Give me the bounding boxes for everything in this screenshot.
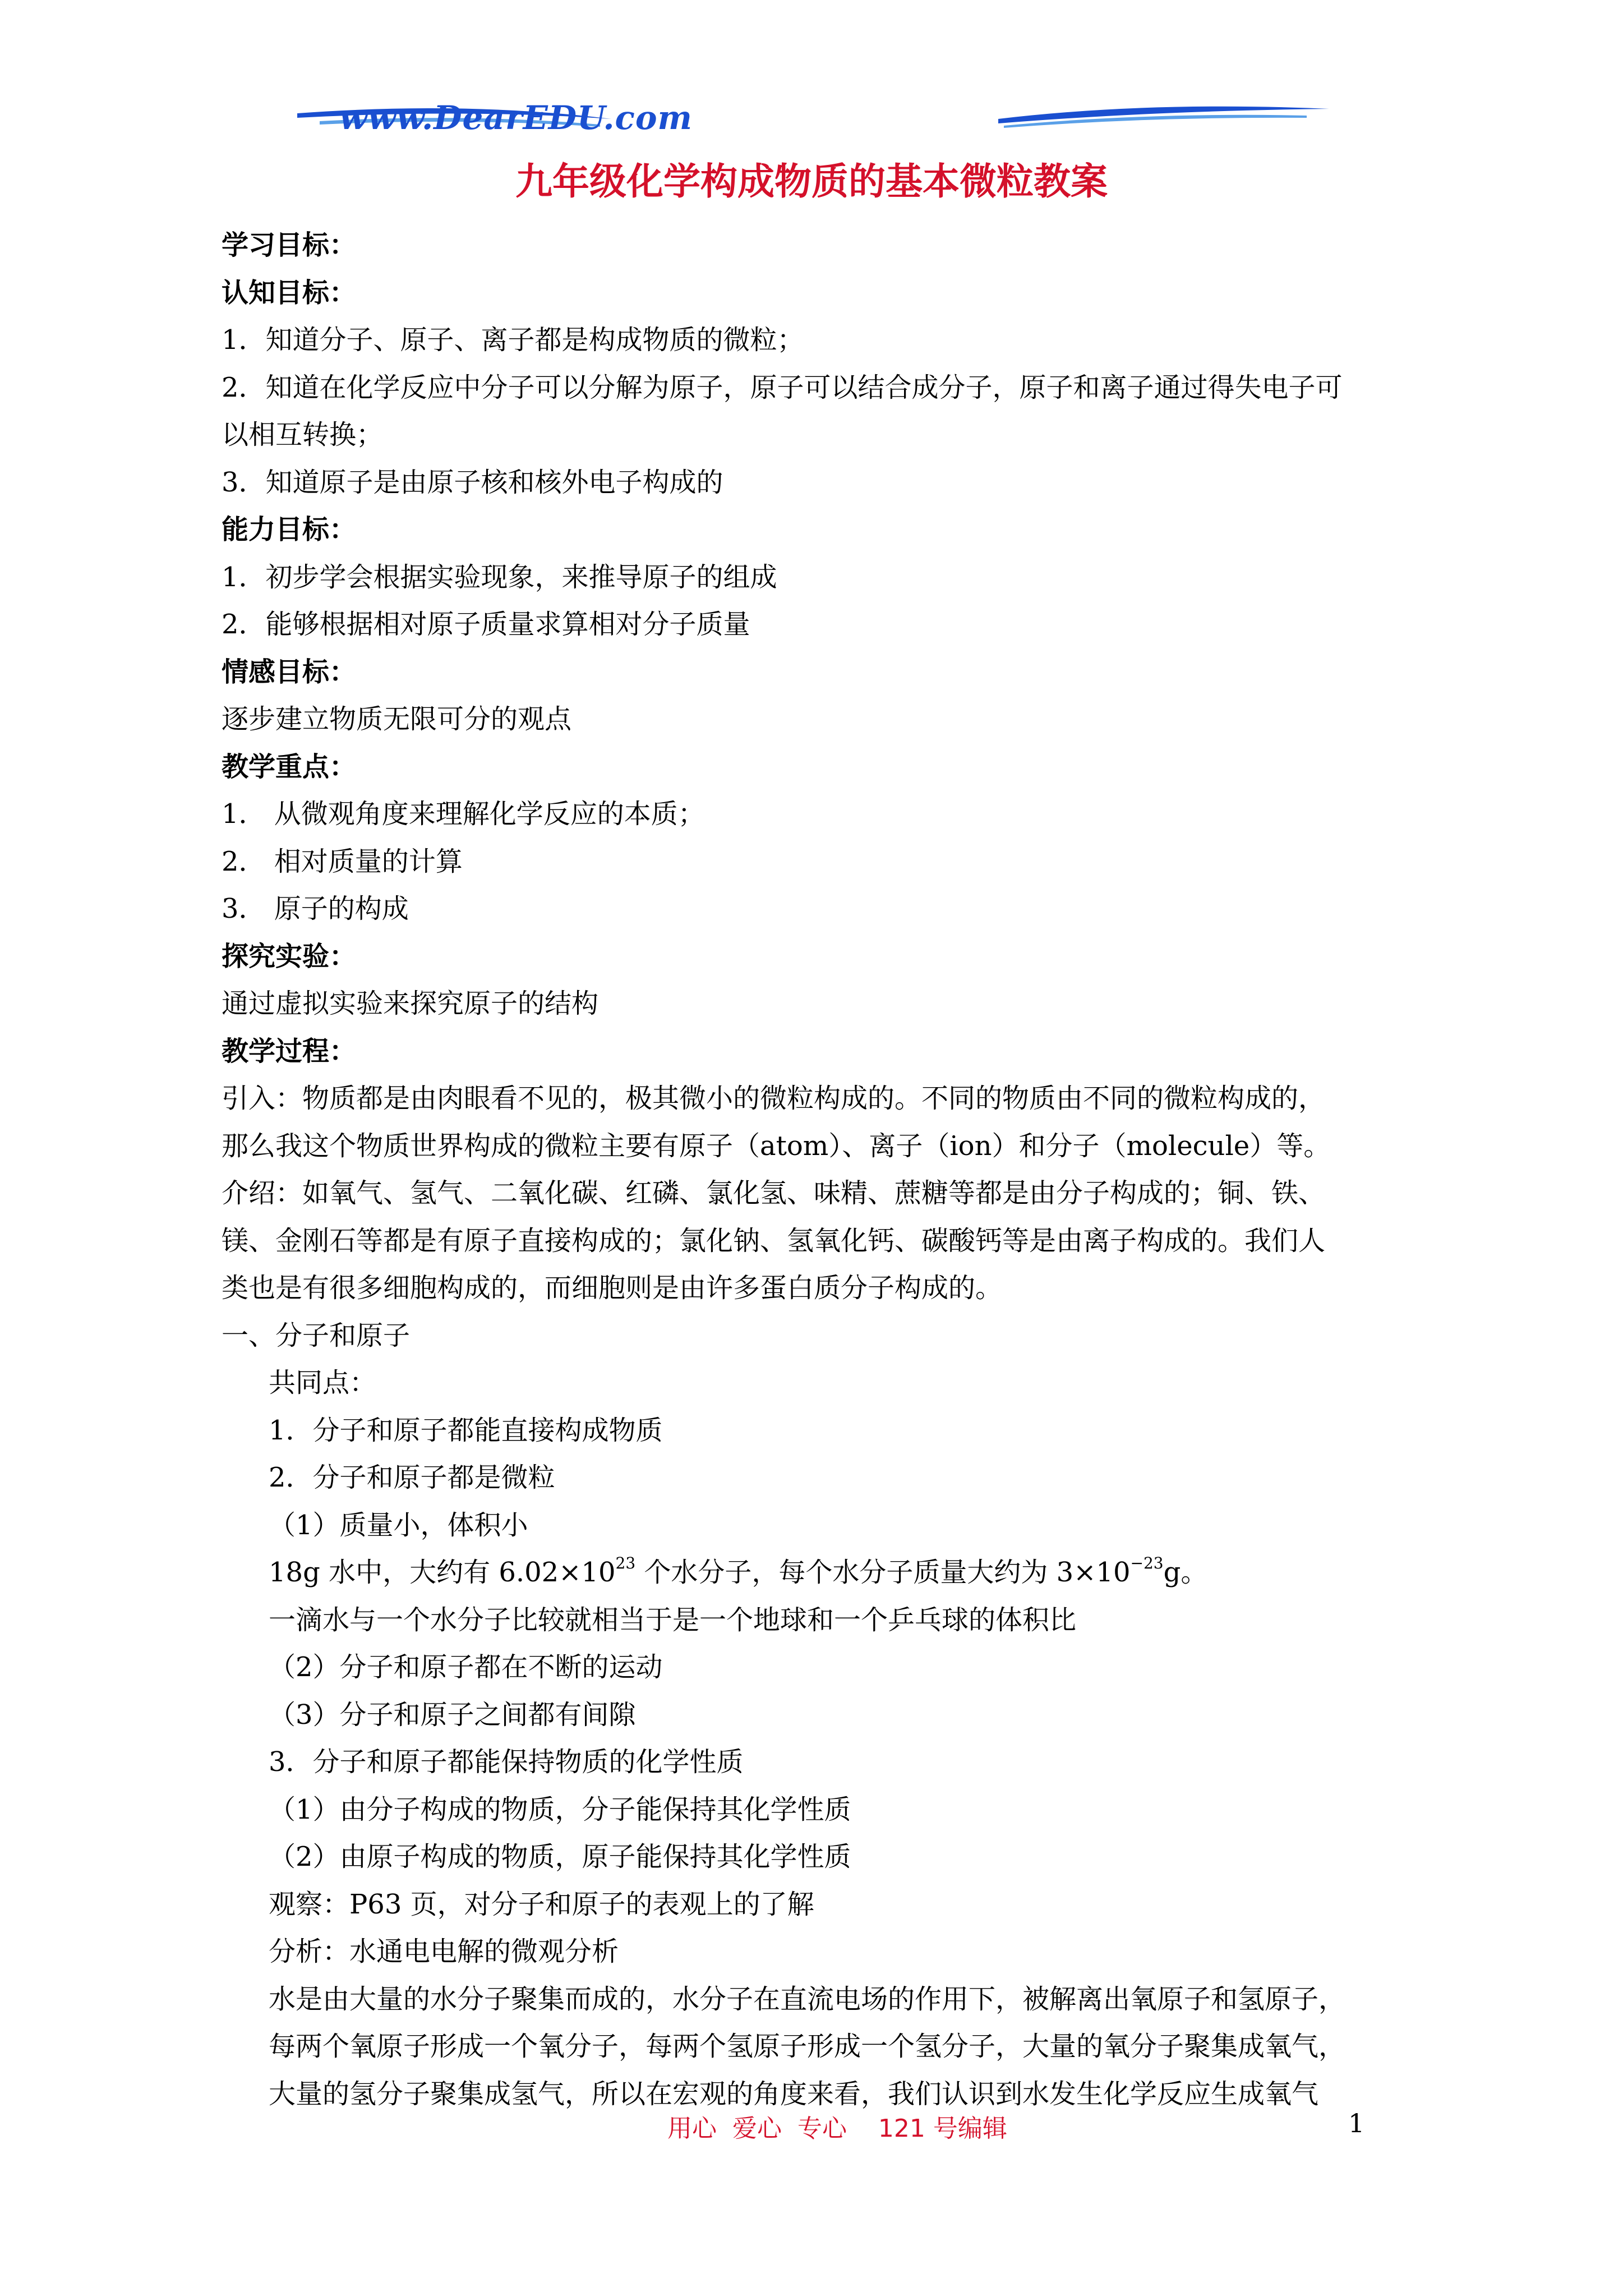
document-title: 九年级化学构成物质的基本微粒教案 — [515, 160, 1108, 203]
text-line: 2．能够根据相对原子质量求算相对分子质量 — [222, 609, 750, 640]
text-line: （1）由分子构成的物质，分子能保持其化学性质 — [269, 1793, 851, 1825]
text-line: 大量的氢分子聚集成氢气，所以在宏观的角度来看，我们认识到水发生化学反应生成氧气 — [269, 2078, 1319, 2110]
text-line: 3．分子和原子都能保持物质的化学性质 — [269, 1746, 744, 1778]
heading-emotional-goals: 情感目标： — [222, 656, 357, 688]
text-line: 通过虚拟实验来探究原子的结构 — [222, 988, 599, 1019]
site-logo-text: www.DearEDU.com — [339, 99, 693, 137]
text-line: 分析：水通电电解的微观分析 — [269, 1936, 619, 1967]
text-line: 水是由大量的水分子聚集而成的，水分子在直流电场的作用下，被解离出氧原子和氢原子， — [269, 1983, 1346, 2015]
exponent: 23 — [615, 1554, 636, 1572]
text-line: 1． 从微观角度来理解化学反应的本质； — [222, 798, 705, 830]
text-line: 1．知道分子、原子、离子都是构成物质的微粒； — [222, 324, 804, 356]
heading-ability-goals: 能力目标： — [222, 514, 357, 545]
footer-note: 用心 爱心 专心 121 号编辑 — [667, 2114, 1007, 2143]
formula-part: 18g 水中，大约有 6.02×10 — [269, 1557, 616, 1588]
text-line: 2． 相对质量的计算 — [222, 845, 463, 877]
text-line: 1．初步学会根据实验现象，来推导原子的组成 — [222, 561, 777, 593]
heading-teaching-process: 教学过程： — [222, 1035, 357, 1067]
text-line: 镁、金刚石等都是有原子直接构成的；氯化钠、氢氧化钙、碳酸钙等是由离子构成的。我们人 — [222, 1225, 1326, 1257]
heading-key-points: 教学重点： — [222, 751, 357, 783]
text-line-formula — [222, 1549, 1416, 1596]
text-line: 1．分子和原子都能直接构成物质 — [269, 1414, 663, 1446]
text-line: 引入：物质都是由肉眼看不见的，极其微小的微粒构成的。不同的物质由不同的微粒构成的， — [222, 1083, 1326, 1114]
exponent: −23 — [1130, 1554, 1164, 1572]
text-line: 类也是有很多细胞构成的，而细胞则是由许多蛋白质分子构成的。 — [222, 1272, 1003, 1304]
heading-learning-goals: 学习目标： — [222, 229, 357, 261]
text-line: 介绍：如氧气、氢气、二氧化碳、红磷、氯化氢、味精、蔗糖等都是由分子构成的；铜、铁、 — [222, 1177, 1326, 1209]
text-line: 逐步建立物质无限可分的观点 — [222, 703, 572, 735]
text-line: 2．知道在化学反应中分子可以分解为原子，原子可以结合成分子，原子和离子通过得失电子可 — [222, 371, 1343, 403]
page-number: 1 — [1348, 2108, 1365, 2138]
section-heading: 一、分子和原子 — [222, 1319, 411, 1351]
heading-experiment: 探究实验： — [222, 940, 357, 972]
text-line: （1）质量小，体积小 — [269, 1509, 528, 1541]
heading-cognitive-goals: 认知目标： — [222, 277, 357, 309]
text-line: （2）分子和原子都在不断的运动 — [269, 1651, 663, 1683]
text-line: 一滴水与一个水分子比较就相当于是一个地球和一个乒乓球的体积比 — [269, 1604, 1077, 1636]
text-line: 那么我这个物质世界构成的微粒主要有原子（atom）、离子（ion）和分子（molecule）等。 — [222, 1130, 1331, 1162]
formula-part: 个水分子，每个水分子质量大约为 3×10 — [635, 1557, 1131, 1588]
text-line: （3）分子和原子之间都有间隙 — [269, 1699, 636, 1731]
document-body — [222, 222, 1416, 2118]
text-line: 以相互转换； — [222, 419, 384, 450]
text-line: 共同点： — [269, 1367, 377, 1398]
text-line: 3． 原子的构成 — [222, 893, 409, 924]
formula-part: g。 — [1163, 1557, 1208, 1588]
text-line: 3．知道原子是由原子核和核外电子构成的 — [222, 466, 723, 498]
text-line: （2）由原子构成的物质，原子能保持其化学性质 — [269, 1841, 851, 1872]
text-line: 每两个氧原子形成一个氧分子，每两个氢原子形成一个氢分子，大量的氧分子聚集成氧气， — [269, 2031, 1346, 2062]
text-line: 2．分子和原子都是微粒 — [269, 1462, 555, 1493]
text-line: 观察：P63 页，对分子和原子的表观上的了解 — [269, 1888, 814, 1920]
